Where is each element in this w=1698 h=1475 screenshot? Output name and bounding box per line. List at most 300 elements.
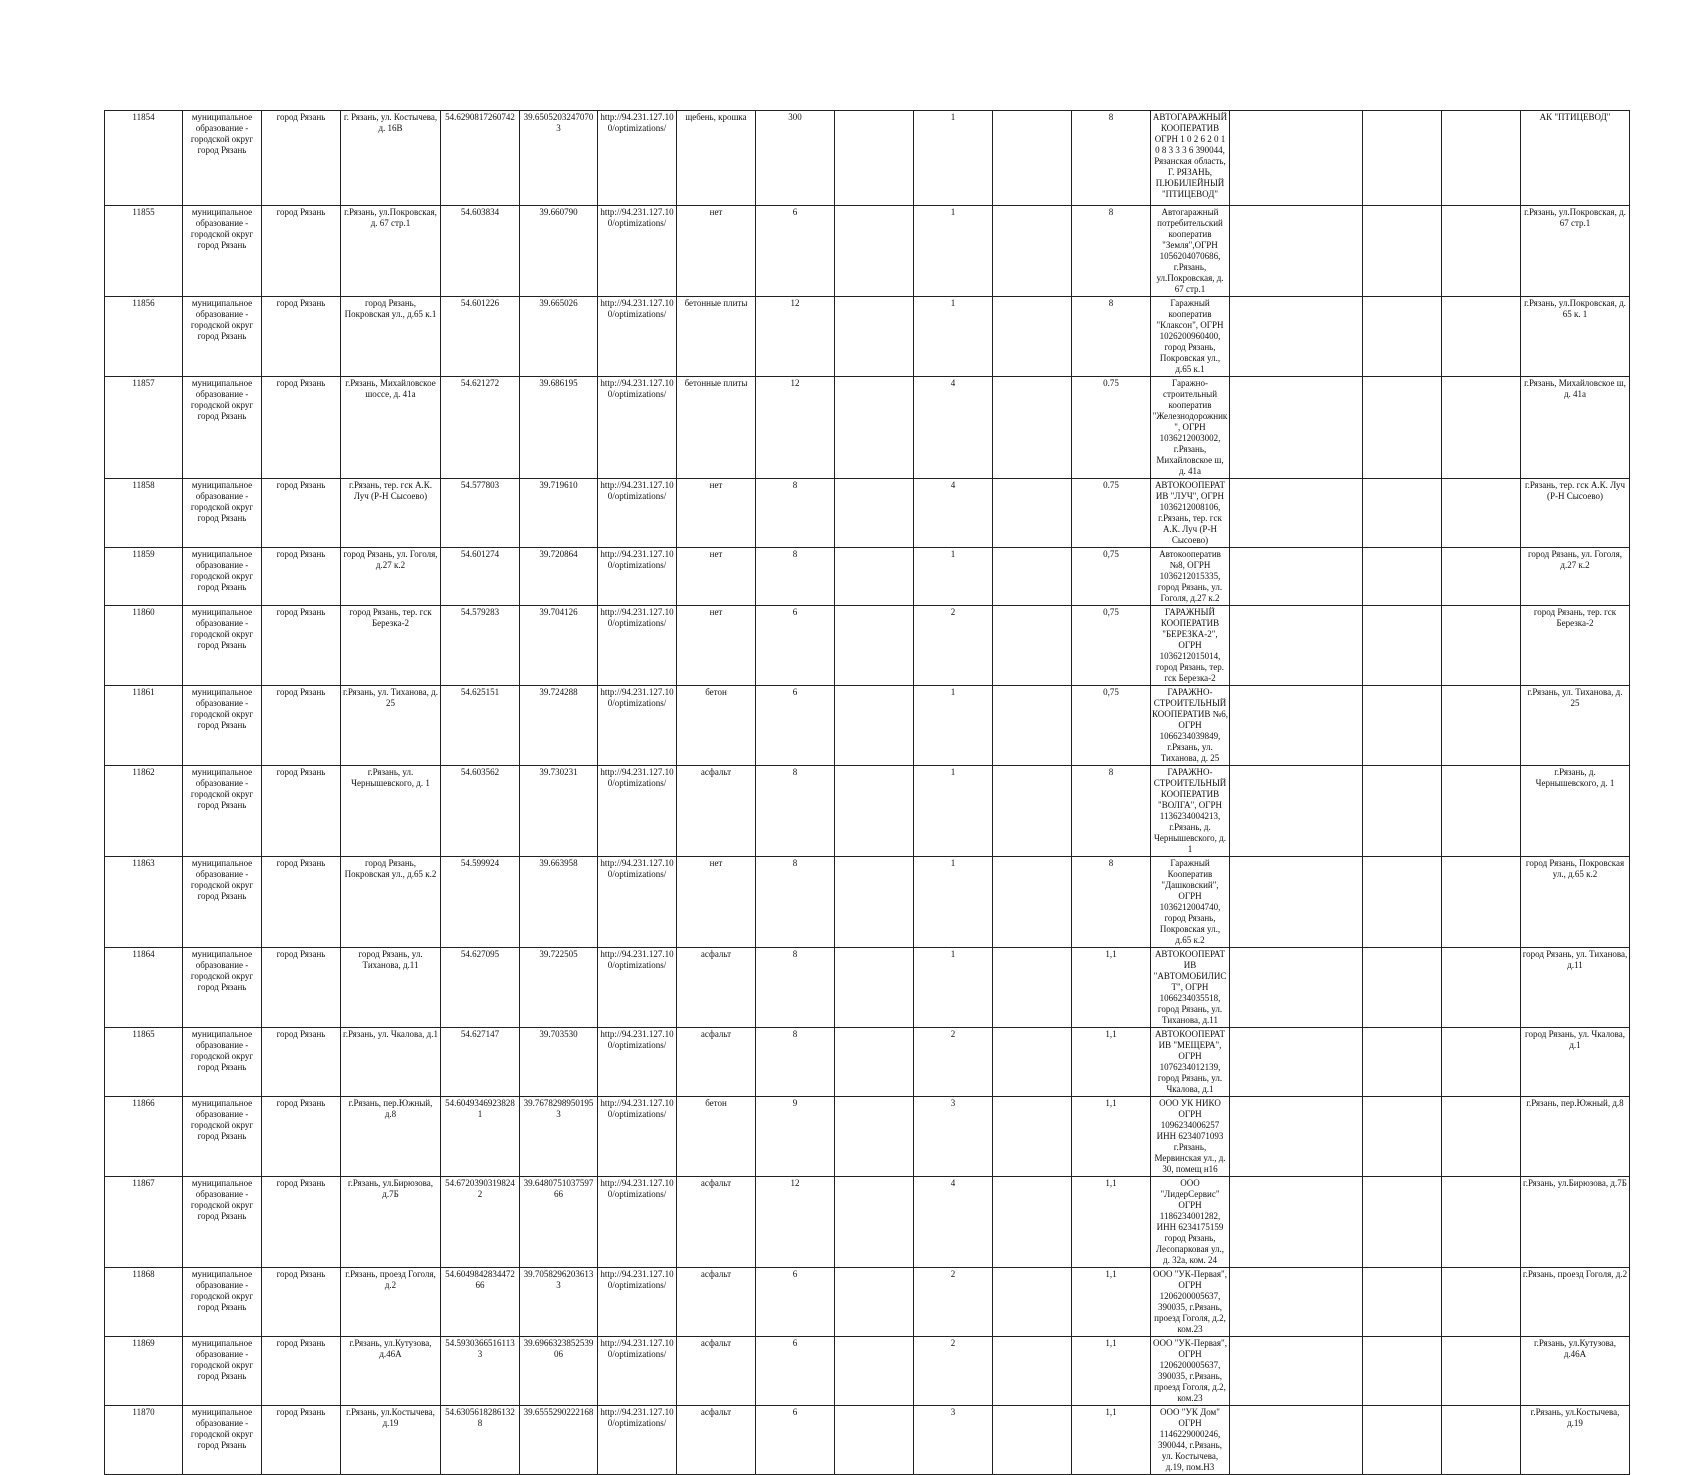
address-cell: город Рязань, ул. Тиханова, д.11 [341, 948, 441, 1028]
empty-cell [1363, 1406, 1442, 1475]
municipality-cell: муниципальное образование - городской округ город Рязань [183, 857, 262, 948]
empty-cell [1230, 948, 1363, 1028]
empty-cell [1363, 479, 1442, 548]
latitude-cell: 54.579283 [441, 606, 520, 686]
address-cell: г.Рязань, пер.Южный, д.8 [341, 1097, 441, 1177]
city-cell: город Рязань [262, 1097, 341, 1177]
row-id: 11866 [105, 1097, 183, 1177]
empty-cell [1230, 548, 1363, 606]
count-cell: 2 [914, 1337, 993, 1406]
municipality-cell: муниципальное образование - городской округ город Рязань [183, 1268, 262, 1337]
address-cell: г.Рязань, ул.Покровская, д. 67 стр.1 [341, 206, 441, 297]
link-cell: http://94.231.127.100/optimizations/ [598, 1406, 677, 1475]
longitude-cell: 39.6505203247070 3 [520, 111, 598, 206]
volume-cell: 1,1 [1072, 1097, 1151, 1177]
owner-address-cell: АК "ПТИЦЕВОД" [1521, 111, 1630, 206]
empty-cell [1230, 1177, 1363, 1268]
volume-cell: 8 [1072, 857, 1151, 948]
empty-cell [1442, 686, 1521, 766]
count-cell: 4 [914, 377, 993, 479]
volume-cell: 1,1 [1072, 1268, 1151, 1337]
longitude-cell: 39.704126 [520, 606, 598, 686]
municipality-cell: муниципальное образование - городской округ город Рязань [183, 111, 262, 206]
surface-cell: бетонные плиты [677, 297, 756, 377]
latitude-cell: 54.627147 [441, 1028, 520, 1097]
link-cell: http://94.231.127.100/optimizations/ [598, 111, 677, 206]
area-cell: 6 [756, 606, 835, 686]
longitude-cell: 39.7678298950195 3 [520, 1097, 598, 1177]
table-row [105, 1028, 1630, 1097]
longitude-cell: 39.719610 [520, 479, 598, 548]
address-cell: город Рязань, тер. гск Березка-2 [341, 606, 441, 686]
address-cell: г.Рязань, ул. Тиханова, д. 25 [341, 686, 441, 766]
longitude-cell: 39.724288 [520, 686, 598, 766]
empty-cell [835, 1028, 914, 1097]
link-cell: http://94.231.127.100/optimizations/ [598, 548, 677, 606]
longitude-cell: 39.6555290222168 [520, 1406, 598, 1475]
link-cell: http://94.231.127.100/optimizations/ [598, 1177, 677, 1268]
address-cell: г. Рязань, ул. Костычева, д. 16В [341, 111, 441, 206]
organization-cell: ООО "ЛидерСервис" ОГРН 1186234001282, ИНН 6234175159 город Рязань, Лесопарковая ул., д. 32а, ком. 24 [1151, 1177, 1230, 1268]
city-cell: город Рязань [262, 479, 341, 548]
empty-cell [1230, 606, 1363, 686]
row-id: 11863 [105, 857, 183, 948]
organization-cell: АВТОКООПЕРАТИВ "ЛУЧ", ОГРН 1036212008106, г.Рязань, тер. гск А.К. Луч (Р-Н Сысоево) [1151, 479, 1230, 548]
empty-cell [993, 1268, 1072, 1337]
city-cell: город Рязань [262, 111, 341, 206]
city-cell: город Рязань [262, 1268, 341, 1337]
organization-cell: Гаражно-строительный кооператив "Железнодорожник", ОГРН 1036212003002, г.Рязань, Михайловское ш, д. 41а [1151, 377, 1230, 479]
area-cell: 12 [756, 1177, 835, 1268]
empty-cell [835, 1406, 914, 1475]
area-cell: 6 [756, 686, 835, 766]
count-cell: 4 [914, 1177, 993, 1268]
empty-cell [1363, 1268, 1442, 1337]
count-cell: 1 [914, 857, 993, 948]
table-row [105, 686, 1630, 766]
empty-cell [993, 857, 1072, 948]
address-cell: г.Рязань, ул. Чернышевского, д. 1 [341, 766, 441, 857]
organization-cell: ООО "УК-Первая", ОГРН 1206200005637, 390035, г.Рязань, проезд Гоголя, д.2, ком.23 [1151, 1268, 1230, 1337]
empty-cell [993, 206, 1072, 297]
row-id: 11860 [105, 606, 183, 686]
volume-cell: 0,75 [1072, 686, 1151, 766]
empty-cell [1230, 1268, 1363, 1337]
link-cell: http://94.231.127.100/optimizations/ [598, 948, 677, 1028]
table-row [105, 297, 1630, 377]
owner-address-cell: город Рязань, ул. Тиханова, д.11 [1521, 948, 1630, 1028]
city-cell: город Рязань [262, 1406, 341, 1475]
owner-address-cell: г.Рязань, ул.Бирюзова, д.7Б [1521, 1177, 1630, 1268]
latitude-cell: 54.6305618286132 8 [441, 1406, 520, 1475]
empty-cell [1363, 606, 1442, 686]
surface-cell: бетонные плиты [677, 377, 756, 479]
link-cell: http://94.231.127.100/optimizations/ [598, 766, 677, 857]
volume-cell: 8 [1072, 766, 1151, 857]
surface-cell: асфальт [677, 766, 756, 857]
empty-cell [1230, 377, 1363, 479]
empty-cell [1442, 377, 1521, 479]
row-id: 11857 [105, 377, 183, 479]
address-cell: г.Рязань, ул.Костычева, д.19 [341, 1406, 441, 1475]
empty-cell [1442, 479, 1521, 548]
empty-cell [1442, 857, 1521, 948]
volume-cell: 0.75 [1072, 377, 1151, 479]
latitude-cell: 54.625151 [441, 686, 520, 766]
municipality-cell: муниципальное образование - городской округ город Рязань [183, 686, 262, 766]
link-cell: http://94.231.127.100/optimizations/ [598, 686, 677, 766]
table-row [105, 1268, 1630, 1337]
latitude-cell: 54.599924 [441, 857, 520, 948]
surface-cell: бетон [677, 686, 756, 766]
empty-cell [1442, 1097, 1521, 1177]
empty-cell [1363, 548, 1442, 606]
longitude-cell: 39.720864 [520, 548, 598, 606]
owner-address-cell: город Рязань, Покровская ул., д.65 к.2 [1521, 857, 1630, 948]
empty-cell [835, 377, 914, 479]
row-id: 11855 [105, 206, 183, 297]
empty-cell [993, 1177, 1072, 1268]
table-row [105, 1097, 1630, 1177]
area-cell: 300 [756, 111, 835, 206]
empty-cell [1363, 948, 1442, 1028]
organization-cell: Автокооператив №8, ОГРН 1036212015335, город Рязань, ул. Гоголя, д.27 к.2 [1151, 548, 1230, 606]
empty-cell [1442, 1028, 1521, 1097]
row-id: 11858 [105, 479, 183, 548]
area-cell: 6 [756, 1337, 835, 1406]
empty-cell [1363, 857, 1442, 948]
latitude-cell: 54.5930366516113 3 [441, 1337, 520, 1406]
empty-cell [1230, 1337, 1363, 1406]
table-row [105, 1337, 1630, 1406]
empty-cell [1230, 206, 1363, 297]
link-cell: http://94.231.127.100/optimizations/ [598, 1097, 677, 1177]
row-id: 11854 [105, 111, 183, 206]
longitude-cell: 39.730231 [520, 766, 598, 857]
link-cell: http://94.231.127.100/optimizations/ [598, 206, 677, 297]
empty-cell [835, 1097, 914, 1177]
organization-cell: Гаражный кооператив "Клаксон", ОГРН 1026200960400, город Рязань, Покровская ул., д.65 к.1 [1151, 297, 1230, 377]
table-row [105, 111, 1630, 206]
latitude-cell: 54.601274 [441, 548, 520, 606]
latitude-cell: 54.627095 [441, 948, 520, 1028]
surface-cell: асфальт [677, 1028, 756, 1097]
row-id: 11864 [105, 948, 183, 1028]
municipality-cell: муниципальное образование - городской округ город Рязань [183, 548, 262, 606]
empty-cell [1363, 1028, 1442, 1097]
longitude-cell: 39.7058296203613 3 [520, 1268, 598, 1337]
empty-cell [835, 606, 914, 686]
count-cell: 1 [914, 206, 993, 297]
empty-cell [993, 606, 1072, 686]
table-row [105, 606, 1630, 686]
empty-cell [1363, 206, 1442, 297]
surface-cell: асфальт [677, 1406, 756, 1475]
owner-address-cell: г.Рязань, ул.Кутузова, д.46А [1521, 1337, 1630, 1406]
city-cell: город Рязань [262, 206, 341, 297]
longitude-cell: 39.6966323852539 06 [520, 1337, 598, 1406]
empty-cell [835, 479, 914, 548]
count-cell: 1 [914, 297, 993, 377]
municipality-cell: муниципальное образование - городской округ город Рязань [183, 1337, 262, 1406]
area-cell: 8 [756, 479, 835, 548]
empty-cell [993, 1406, 1072, 1475]
empty-cell [993, 111, 1072, 206]
latitude-cell: 54.577803 [441, 479, 520, 548]
volume-cell: 1,1 [1072, 1028, 1151, 1097]
surface-cell: нет [677, 606, 756, 686]
municipality-cell: муниципальное образование - городской округ город Рязань [183, 606, 262, 686]
area-cell: 6 [756, 1268, 835, 1337]
count-cell: 1 [914, 111, 993, 206]
empty-cell [835, 206, 914, 297]
area-cell: 6 [756, 1406, 835, 1475]
empty-cell [1363, 1097, 1442, 1177]
owner-address-cell: г.Рязань, ул.Покровская, д. 67 стр.1 [1521, 206, 1630, 297]
link-cell: http://94.231.127.100/optimizations/ [598, 857, 677, 948]
organization-cell: АВТОКООПЕРАТИВ "АВТОМОБИЛИСТ", ОГРН 1066234035518, город Рязань, ул. Тиханова, д.11 [1151, 948, 1230, 1028]
empty-cell [1363, 297, 1442, 377]
link-cell: http://94.231.127.100/optimizations/ [598, 297, 677, 377]
surface-cell: нет [677, 479, 756, 548]
table-row [105, 479, 1630, 548]
table-row [105, 1177, 1630, 1268]
empty-cell [835, 857, 914, 948]
owner-address-cell: город Рязань, ул. Гоголя, д.27 к.2 [1521, 548, 1630, 606]
registry-table [104, 110, 1630, 1475]
count-cell: 2 [914, 606, 993, 686]
municipality-cell: муниципальное образование - городской округ город Рязань [183, 1097, 262, 1177]
empty-cell [993, 948, 1072, 1028]
municipality-cell: муниципальное образование - городской округ город Рязань [183, 1028, 262, 1097]
table-row [105, 857, 1630, 948]
empty-cell [1230, 766, 1363, 857]
empty-cell [993, 1097, 1072, 1177]
city-cell: город Рязань [262, 377, 341, 479]
table-row [105, 766, 1630, 857]
row-id: 11868 [105, 1268, 183, 1337]
area-cell: 6 [756, 206, 835, 297]
empty-cell [835, 1337, 914, 1406]
row-id: 11862 [105, 766, 183, 857]
latitude-cell: 54.603562 [441, 766, 520, 857]
count-cell: 2 [914, 1268, 993, 1337]
city-cell: город Рязань [262, 1028, 341, 1097]
address-cell: город Рязань, Покровская ул., д.65 к.1 [341, 297, 441, 377]
link-cell: http://94.231.127.100/optimizations/ [598, 606, 677, 686]
city-cell: город Рязань [262, 686, 341, 766]
count-cell: 3 [914, 1097, 993, 1177]
longitude-cell: 39.703530 [520, 1028, 598, 1097]
empty-cell [1442, 1177, 1521, 1268]
municipality-cell: муниципальное образование - городской округ город Рязань [183, 479, 262, 548]
empty-cell [835, 1268, 914, 1337]
count-cell: 2 [914, 1028, 993, 1097]
count-cell: 3 [914, 1406, 993, 1475]
empty-cell [1230, 686, 1363, 766]
surface-cell: асфальт [677, 1268, 756, 1337]
organization-cell: АВТОКООПЕРАТИВ "МЕЩЕРА", ОГРН 1076234012139, город Рязань, ул. Чкалова, д.1 [1151, 1028, 1230, 1097]
surface-cell: нет [677, 206, 756, 297]
organization-cell: ООО "УК Дом" ОГРН 1146229000246, 390044, г.Рязань, ул. Костычева, д.19, пом.Н3 [1151, 1406, 1230, 1475]
city-cell: город Рязань [262, 548, 341, 606]
latitude-cell: 54.601226 [441, 297, 520, 377]
longitude-cell: 39.6480751037597 66 [520, 1177, 598, 1268]
count-cell: 4 [914, 479, 993, 548]
city-cell: город Рязань [262, 1337, 341, 1406]
empty-cell [1442, 297, 1521, 377]
empty-cell [1363, 686, 1442, 766]
empty-cell [1230, 1028, 1363, 1097]
empty-cell [1442, 548, 1521, 606]
municipality-cell: муниципальное образование - городской округ город Рязань [183, 1406, 262, 1475]
surface-cell: щебень, крошка [677, 111, 756, 206]
organization-cell: ГАРАЖНО-СТРОИТЕЛЬНЫЙ КООПЕРАТИВ "ВОЛГА", ОГРН 1136234004213, г.Рязань, д. Чернышевского, д. 1 [1151, 766, 1230, 857]
organization-cell: АВТОГАРАЖНЫЙ КООПЕРАТИВ ОГРН 1 0 2 6 2 0 1 0 8 3 3 3 6 390044, Рязанская область, Г. РЯЗАНЬ, П.ЮБИЛЕЙНЫЙ "ПТИЦЕВОД" [1151, 111, 1230, 206]
latitude-cell: 54.603834 [441, 206, 520, 297]
owner-address-cell: город Рязань, ул. Чкалова, д.1 [1521, 1028, 1630, 1097]
link-cell: http://94.231.127.100/optimizations/ [598, 1028, 677, 1097]
municipality-cell: муниципальное образование - городской округ город Рязань [183, 1177, 262, 1268]
count-cell: 1 [914, 686, 993, 766]
area-cell: 8 [756, 948, 835, 1028]
table-row [105, 377, 1630, 479]
owner-address-cell: г.Рязань, д. Чернышевского, д. 1 [1521, 766, 1630, 857]
empty-cell [1230, 111, 1363, 206]
longitude-cell: 39.722505 [520, 948, 598, 1028]
latitude-cell: 54.6049842834472 66 [441, 1268, 520, 1337]
row-id: 11856 [105, 297, 183, 377]
volume-cell: 8 [1072, 297, 1151, 377]
empty-cell [993, 297, 1072, 377]
empty-cell [1363, 377, 1442, 479]
surface-cell: нет [677, 548, 756, 606]
volume-cell: 1,1 [1072, 948, 1151, 1028]
address-cell: г.Рязань, проезд Гоголя, д.2 [341, 1268, 441, 1337]
owner-address-cell: город Рязань, тер. гск Березка-2 [1521, 606, 1630, 686]
empty-cell [1442, 206, 1521, 297]
volume-cell: 8 [1072, 111, 1151, 206]
city-cell: город Рязань [262, 1177, 341, 1268]
empty-cell [993, 377, 1072, 479]
surface-cell: асфальт [677, 1177, 756, 1268]
empty-cell [1230, 479, 1363, 548]
empty-cell [1363, 766, 1442, 857]
organization-cell: Автогаражный потребительский кооператив "Земля",ОГРН 1056204070686, г.Рязань, ул.Покровская, д. 67 стр.1 [1151, 206, 1230, 297]
surface-cell: асфальт [677, 1337, 756, 1406]
owner-address-cell: г.Рязань, ул.Покровская, д. 65 к. 1 [1521, 297, 1630, 377]
volume-cell: 0,75 [1072, 606, 1151, 686]
organization-cell: ГАРАЖНЫЙ КООПЕРАТИВ "БЕРЕЗКА-2", ОГРН 1036212015014, город Рязань, тер. гск Березка-2 [1151, 606, 1230, 686]
city-cell: город Рязань [262, 766, 341, 857]
organization-cell: ООО "УК-Первая", ОГРН 1206200005637, 390035, г.Рязань, проезд Гоголя, д.2, ком.23 [1151, 1337, 1230, 1406]
owner-address-cell: г.Рязань, ул. Тиханова, д. 25 [1521, 686, 1630, 766]
address-cell: г.Рязань, тер. гск А.К. Луч (Р-Н Сысоево) [341, 479, 441, 548]
volume-cell: 8 [1072, 206, 1151, 297]
volume-cell: 1,1 [1072, 1177, 1151, 1268]
city-cell: город Рязань [262, 857, 341, 948]
latitude-cell: 54.6290817260742 [441, 111, 520, 206]
row-id: 11869 [105, 1337, 183, 1406]
municipality-cell: муниципальное образование - городской округ город Рязань [183, 206, 262, 297]
count-cell: 1 [914, 948, 993, 1028]
empty-cell [993, 1337, 1072, 1406]
municipality-cell: муниципальное образование - городской округ город Рязань [183, 948, 262, 1028]
address-cell: город Рязань, ул. Гоголя, д.27 к.2 [341, 548, 441, 606]
area-cell: 8 [756, 766, 835, 857]
area-cell: 9 [756, 1097, 835, 1177]
count-cell: 1 [914, 548, 993, 606]
address-cell: город Рязань, Покровская ул., д.65 к.2 [341, 857, 441, 948]
row-id: 11859 [105, 548, 183, 606]
volume-cell: 0.75 [1072, 479, 1151, 548]
empty-cell [993, 766, 1072, 857]
row-id: 11867 [105, 1177, 183, 1268]
empty-cell [993, 686, 1072, 766]
area-cell: 8 [756, 1028, 835, 1097]
table-row [105, 1406, 1630, 1475]
longitude-cell: 39.665026 [520, 297, 598, 377]
volume-cell: 0,75 [1072, 548, 1151, 606]
surface-cell: нет [677, 857, 756, 948]
row-id: 11865 [105, 1028, 183, 1097]
owner-address-cell: г.Рязань, Михайловское ш, д. 41а [1521, 377, 1630, 479]
address-cell: г.Рязань, ул.Бирюзова, д.7Б [341, 1177, 441, 1268]
empty-cell [993, 479, 1072, 548]
table-row [105, 948, 1630, 1028]
link-cell: http://94.231.127.100/optimizations/ [598, 479, 677, 548]
municipality-cell: муниципальное образование - городской округ город Рязань [183, 377, 262, 479]
empty-cell [1442, 1268, 1521, 1337]
longitude-cell: 39.663958 [520, 857, 598, 948]
row-id: 11870 [105, 1406, 183, 1475]
link-cell: http://94.231.127.100/optimizations/ [598, 1268, 677, 1337]
longitude-cell: 39.660790 [520, 206, 598, 297]
organization-cell: ООО УК НИКО ОГРН 1096234006257 ИНН 6234071093 г.Рязань, Мервинская ул., д. 30, помещ н16 [1151, 1097, 1230, 1177]
address-cell: г.Рязань, ул. Чкалова, д.1 [341, 1028, 441, 1097]
empty-cell [1442, 766, 1521, 857]
owner-address-cell: г.Рязань, тер. гск А.К. Луч (Р-Н Сысоево) [1521, 479, 1630, 548]
empty-cell [1230, 857, 1363, 948]
link-cell: http://94.231.127.100/optimizations/ [598, 1337, 677, 1406]
empty-cell [993, 548, 1072, 606]
empty-cell [835, 548, 914, 606]
owner-address-cell: г.Рязань, проезд Гоголя, д.2 [1521, 1268, 1630, 1337]
empty-cell [1230, 1097, 1363, 1177]
area-cell: 12 [756, 377, 835, 479]
empty-cell [1442, 111, 1521, 206]
municipality-cell: муниципальное образование - городской округ город Рязань [183, 297, 262, 377]
empty-cell [1442, 948, 1521, 1028]
empty-cell [1363, 1177, 1442, 1268]
area-cell: 8 [756, 857, 835, 948]
volume-cell: 1,1 [1072, 1406, 1151, 1475]
count-cell: 1 [914, 766, 993, 857]
empty-cell [1442, 1337, 1521, 1406]
owner-address-cell: г.Рязань, ул.Костычева, д.19 [1521, 1406, 1630, 1475]
latitude-cell: 54.6049346923828 1 [441, 1097, 520, 1177]
empty-cell [835, 297, 914, 377]
empty-cell [1230, 1406, 1363, 1475]
owner-address-cell: г.Рязань, пер.Южный, д.8 [1521, 1097, 1630, 1177]
area-cell: 12 [756, 297, 835, 377]
city-cell: город Рязань [262, 948, 341, 1028]
volume-cell: 1,1 [1072, 1337, 1151, 1406]
table-row [105, 206, 1630, 297]
organization-cell: Гаражный Кооператив "Дашковский", ОГРН 1036212004740, город Рязань, Покровская ул., д.65 к.2 [1151, 857, 1230, 948]
latitude-cell: 54.621272 [441, 377, 520, 479]
surface-cell: бетон [677, 1097, 756, 1177]
